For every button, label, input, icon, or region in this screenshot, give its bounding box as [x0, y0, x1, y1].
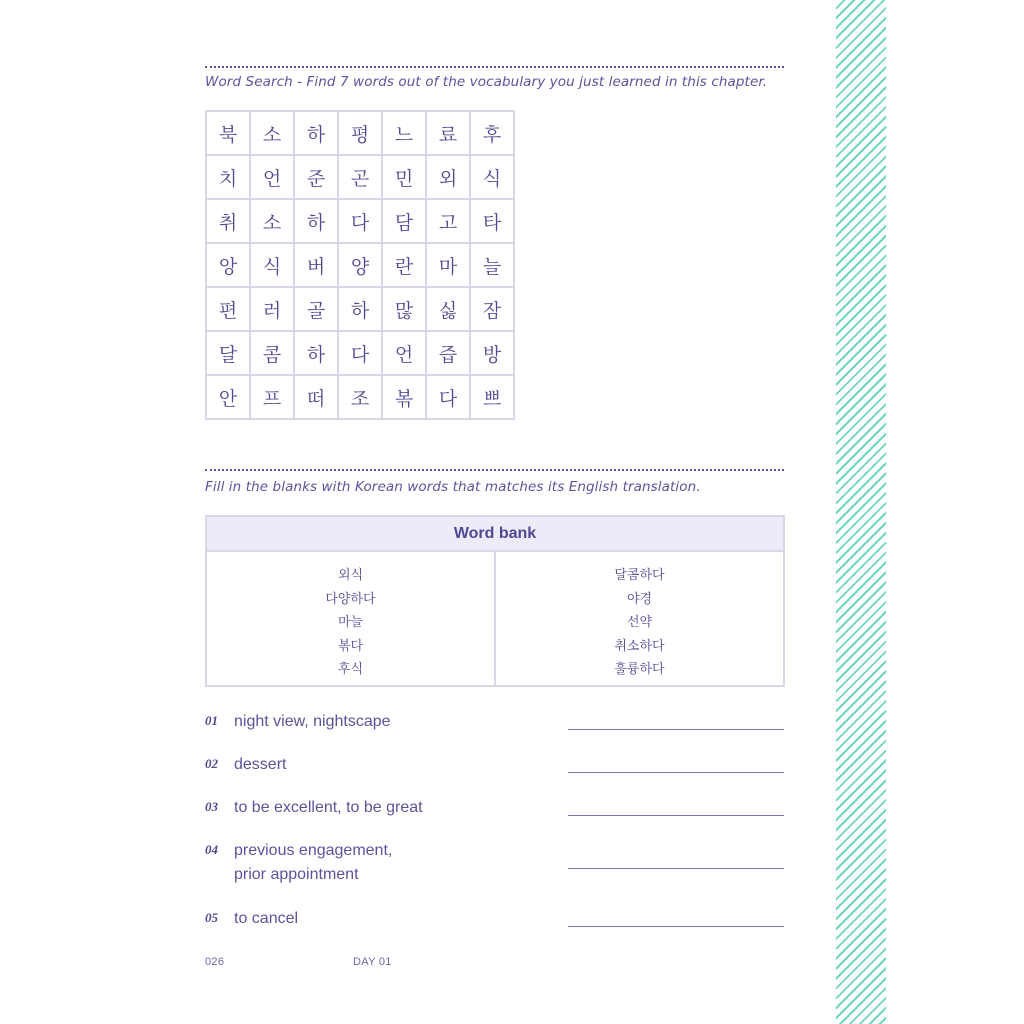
answer-blank[interactable]: [568, 772, 784, 773]
word-search-grid: [205, 110, 515, 420]
question-text-continued: prior appointment: [234, 866, 359, 883]
section-divider-top: [205, 66, 784, 68]
word-bank-left-column: [207, 552, 496, 685]
fill-blanks-instruction: Fill in the blanks with Korean words that matches its English translation.: [205, 479, 701, 495]
word-bank-word: 선약: [626, 615, 653, 630]
word-search-cell[interactable]: 마: [427, 244, 471, 288]
word-search-cell[interactable]: 떠: [295, 376, 339, 420]
word-search-cell[interactable]: 다: [427, 376, 471, 420]
word-search-cell[interactable]: 란: [383, 244, 427, 288]
word-search-cell[interactable]: 소: [251, 112, 295, 156]
word-search-cell[interactable]: 안: [207, 376, 251, 420]
question-number: 03: [205, 799, 218, 814]
word-search-cell[interactable]: 료: [427, 112, 471, 156]
question-number: 05: [205, 910, 218, 925]
word-search-cell[interactable]: 콤: [251, 332, 295, 376]
word-bank-word: 마늘: [337, 615, 364, 630]
question-text: to cancel: [234, 910, 299, 927]
word-search-cell[interactable]: 조: [339, 376, 383, 420]
page-number: 026: [205, 956, 225, 968]
word-search-cell[interactable]: 프: [251, 376, 295, 420]
word-search-cell[interactable]: 쁘: [471, 376, 515, 420]
word-search-cell[interactable]: 민: [383, 156, 427, 200]
word-search-cell[interactable]: 곤: [339, 156, 383, 200]
word-search-cell[interactable]: 하: [339, 288, 383, 332]
decorative-stripe-band: [836, 0, 886, 1024]
word-search-cell[interactable]: 소: [251, 200, 295, 244]
word-search-cell[interactable]: 준: [295, 156, 339, 200]
word-search-cell[interactable]: 버: [295, 244, 339, 288]
question-text: previous engagement,: [234, 842, 393, 859]
word-search-cell[interactable]: 잠: [471, 288, 515, 332]
word-search-cell[interactable]: 다: [339, 200, 383, 244]
word-bank-word: 후식: [337, 662, 364, 677]
question-number: 04: [205, 842, 218, 857]
word-search-cell[interactable]: 평: [339, 112, 383, 156]
word-search-cell[interactable]: 달: [207, 332, 251, 376]
word-search-cell[interactable]: 싫: [427, 288, 471, 332]
word-search-cell[interactable]: 즙: [427, 332, 471, 376]
word-search-cell[interactable]: 치: [207, 156, 251, 200]
day-label: DAY 01: [353, 956, 392, 968]
word-bank-word: 취소하다: [614, 638, 665, 654]
word-search-cell[interactable]: 러: [251, 288, 295, 332]
question-number: 01: [205, 713, 218, 728]
word-search-cell[interactable]: 방: [471, 332, 515, 376]
word-search-cell[interactable]: 언: [383, 332, 427, 376]
word-search-cell[interactable]: 북: [207, 112, 251, 156]
answer-blank[interactable]: [568, 815, 784, 816]
word-search-instruction: Word Search - Find 7 words out of the vocabulary you just learned in this chapter.: [205, 74, 768, 90]
word-search-cell[interactable]: 다: [339, 332, 383, 376]
word-search-cell[interactable]: 골: [295, 288, 339, 332]
word-search-cell[interactable]: 양: [339, 244, 383, 288]
word-bank-title: Word bank: [207, 517, 783, 552]
answer-blank[interactable]: [568, 868, 784, 869]
word-search-cell[interactable]: 하: [295, 332, 339, 376]
question-number: 02: [205, 756, 218, 771]
word-search-cell[interactable]: 많: [383, 288, 427, 332]
word-search-cell[interactable]: 타: [471, 200, 515, 244]
word-search-cell[interactable]: 늘: [471, 244, 515, 288]
word-search-cell[interactable]: 하: [295, 112, 339, 156]
word-search-cell[interactable]: 담: [383, 200, 427, 244]
word-search-cell[interactable]: 외: [427, 156, 471, 200]
word-search-cell[interactable]: 후: [471, 112, 515, 156]
question-text: to be excellent, to be great: [234, 799, 423, 816]
word-search-cell[interactable]: 식: [251, 244, 295, 288]
question-text: night view, nightscape: [234, 713, 391, 730]
answer-blank[interactable]: [568, 926, 784, 927]
word-search-cell[interactable]: 느: [383, 112, 427, 156]
question-text: dessert: [234, 756, 287, 773]
word-bank-word: 훌륭하다: [614, 662, 665, 677]
answer-blank[interactable]: [568, 729, 784, 730]
word-search-cell[interactable]: 볶: [383, 376, 427, 420]
word-bank-word: 야경: [626, 591, 653, 607]
word-bank-right-column: [496, 552, 783, 685]
word-search-cell[interactable]: 식: [471, 156, 515, 200]
section-divider-middle: [205, 469, 784, 471]
word-bank-word: 달콤하다: [614, 568, 665, 583]
word-bank-word: 다양하다: [325, 591, 376, 607]
word-search-cell[interactable]: 고: [427, 200, 471, 244]
word-search-cell[interactable]: 하: [295, 200, 339, 244]
word-search-cell[interactable]: 언: [251, 156, 295, 200]
word-search-cell[interactable]: 편: [207, 288, 251, 332]
word-bank-table: [205, 515, 785, 687]
word-bank-word: 외식: [337, 568, 364, 583]
word-bank-word: 볶다: [337, 638, 364, 654]
word-search-cell[interactable]: 취: [207, 200, 251, 244]
word-search-cell[interactable]: 앙: [207, 244, 251, 288]
